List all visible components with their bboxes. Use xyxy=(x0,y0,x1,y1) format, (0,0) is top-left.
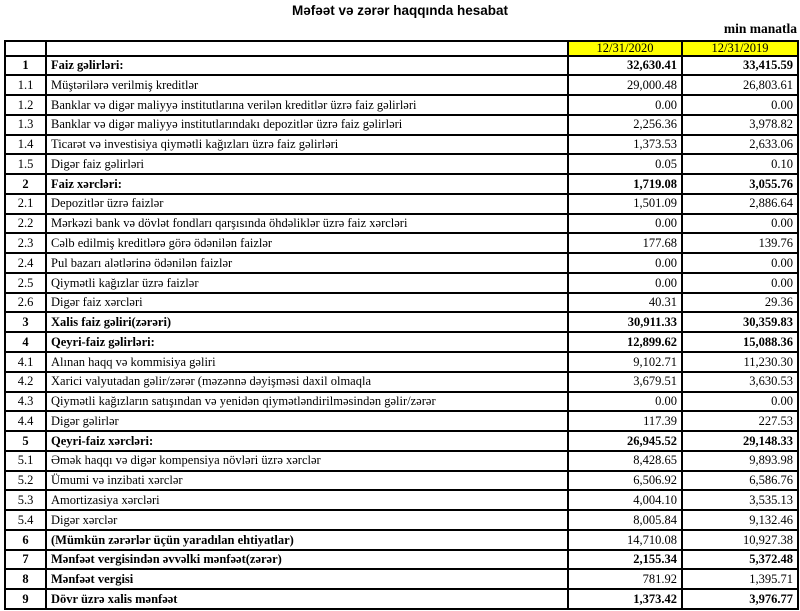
value-2019-cell: 26,803.61 xyxy=(682,75,798,95)
table-row xyxy=(5,154,798,174)
value-2019-cell: 0.10 xyxy=(682,154,798,174)
row-number-cell: 4.1 xyxy=(5,352,46,372)
row-number-cell: 5.1 xyxy=(5,451,46,471)
value-2019-cell: 6,586.76 xyxy=(682,471,798,491)
value-2020-cell: 1,373.42 xyxy=(568,589,682,609)
value-2019-cell: 0.00 xyxy=(682,392,798,412)
value-2019-cell: 3,630.53 xyxy=(682,372,798,392)
value-2019-cell: 10,927.38 xyxy=(682,530,798,550)
value-2019-cell: 30,359.83 xyxy=(682,312,798,332)
table-row xyxy=(5,115,798,135)
value-2020-cell: 2,256.36 xyxy=(568,115,682,135)
row-number-cell: 4.4 xyxy=(5,411,46,431)
row-label-cell: Cəlb edilmiş kreditlərə görə ödənilən faizlər xyxy=(46,233,568,253)
row-number-cell: 2.2 xyxy=(5,214,46,234)
table-row xyxy=(5,451,798,471)
row-label-cell: Qeyri-faiz gəlirləri: xyxy=(46,332,568,352)
value-2019-cell: 11,230.30 xyxy=(682,352,798,372)
row-number-cell: 2.5 xyxy=(5,273,46,293)
row-label-cell: Faiz gəlirləri: xyxy=(46,56,568,76)
row-label-cell: Digər faiz gəlirləri xyxy=(46,154,568,174)
value-2019-cell: 9,132.46 xyxy=(682,510,798,530)
value-2019-cell: 29,148.33 xyxy=(682,431,798,451)
row-label-cell: Ümumi və inzibati xərclər xyxy=(46,471,568,491)
row-label-cell: Mərkəzi bank və dövlət fondları qarşısında öhdəliklər üzrə faiz xərcləri xyxy=(46,214,568,234)
table-row xyxy=(5,569,798,589)
row-number-cell: 1.1 xyxy=(5,75,46,95)
value-2020-cell: 2,155.34 xyxy=(568,550,682,570)
value-2019-cell: 5,372.48 xyxy=(682,550,798,570)
table-row xyxy=(5,352,798,372)
row-number-cell: 4.2 xyxy=(5,372,46,392)
value-2020-cell: 1,501.09 xyxy=(568,194,682,214)
table-row xyxy=(5,471,798,491)
value-2020-cell: 1,719.08 xyxy=(568,174,682,194)
row-number-cell: 1.4 xyxy=(5,135,46,155)
unit-note: min manatla xyxy=(723,21,797,36)
page-title: Məfəət və zərər haqqında hesabat xyxy=(291,3,509,18)
table-row xyxy=(5,233,798,253)
value-2020-cell: 177.68 xyxy=(568,233,682,253)
value-2020-cell: 0.00 xyxy=(568,95,682,115)
value-2020-cell: 117.39 xyxy=(568,411,682,431)
value-2020-cell: 1,373.53 xyxy=(568,135,682,155)
row-label-cell: Mənfəət vergisindən əvvəlki mənfəət(zərər) xyxy=(46,550,568,570)
value-2020-cell: 3,679.51 xyxy=(568,372,682,392)
table-row xyxy=(5,56,798,76)
row-label-cell: Əmək haqqı və digər kompensiya növləri üzrə xərclər xyxy=(46,451,568,471)
row-label-cell: Müştərilərə verilmiş kreditlər xyxy=(46,75,568,95)
value-2020-cell: 29,000.48 xyxy=(568,75,682,95)
row-number-cell: 2.1 xyxy=(5,194,46,214)
header-date-2019: 12/31/2019 xyxy=(682,41,798,56)
row-label-cell: Qiymətli kağızlar üzrə faizlər xyxy=(46,273,568,293)
table-row xyxy=(5,490,798,510)
value-2019-cell: 0.00 xyxy=(682,95,798,115)
table-row xyxy=(5,312,798,332)
value-2020-cell: 0.00 xyxy=(568,253,682,273)
value-2019-cell: 3,055.76 xyxy=(682,174,798,194)
value-2020-cell: 8,428.65 xyxy=(568,451,682,471)
table-row xyxy=(5,95,798,115)
table-row xyxy=(5,75,798,95)
value-2020-cell: 12,899.62 xyxy=(568,332,682,352)
row-label-cell: Digər gəlirlər xyxy=(46,411,568,431)
value-2020-cell: 4,004.10 xyxy=(568,490,682,510)
row-label-cell: Dövr üzrə xalis mənfəət xyxy=(46,589,568,609)
row-number-cell: 1.3 xyxy=(5,115,46,135)
value-2020-cell: 14,710.08 xyxy=(568,530,682,550)
table-row xyxy=(5,372,798,392)
row-number-cell: 9 xyxy=(5,589,46,609)
row-number-cell: 2.4 xyxy=(5,253,46,273)
row-number-cell: 1.5 xyxy=(5,154,46,174)
value-2020-cell: 8,005.84 xyxy=(568,510,682,530)
row-label-cell: Banklar və digər maliyyə institutlarındakı depozitlər üzrə faiz gəlirləri xyxy=(46,115,568,135)
value-2020-cell: 0.05 xyxy=(568,154,682,174)
row-label-cell: Pul bazarı alətlərinə ödənilən faizlər xyxy=(46,253,568,273)
table-header-row xyxy=(5,41,798,56)
row-number-cell: 8 xyxy=(5,569,46,589)
value-2019-cell: 0.00 xyxy=(682,273,798,293)
value-2019-cell: 227.53 xyxy=(682,411,798,431)
value-2020-cell: 0.00 xyxy=(568,392,682,412)
row-number-cell: 4.3 xyxy=(5,392,46,412)
row-label-cell: Faiz xərcləri: xyxy=(46,174,568,194)
value-2020-cell: 0.00 xyxy=(568,273,682,293)
row-number-cell: 5.4 xyxy=(5,510,46,530)
row-label-cell: Alınan haqq və kommisiya gəliri xyxy=(46,352,568,372)
value-2020-cell: 40.31 xyxy=(568,293,682,313)
header-blank-number-cell xyxy=(5,41,46,56)
profit-loss-table xyxy=(4,40,799,610)
value-2019-cell: 3,535.13 xyxy=(682,490,798,510)
row-label-cell: Depozitlər üzrə faizlər xyxy=(46,194,568,214)
table-row xyxy=(5,253,798,273)
row-number-cell: 5.3 xyxy=(5,490,46,510)
row-number-cell: 4 xyxy=(5,332,46,352)
row-label-cell: Ticarət və investisiya qiymətli kağızları üzrə faiz gəlirləri xyxy=(46,135,568,155)
value-2019-cell: 9,893.98 xyxy=(682,451,798,471)
value-2019-cell: 0.00 xyxy=(682,214,798,234)
row-number-cell: 2 xyxy=(5,174,46,194)
row-number-cell: 7 xyxy=(5,550,46,570)
value-2019-cell: 29.36 xyxy=(682,293,798,313)
row-number-cell: 6 xyxy=(5,530,46,550)
row-number-cell: 3 xyxy=(5,312,46,332)
value-2019-cell: 15,088.36 xyxy=(682,332,798,352)
header-date-2020: 12/31/2020 xyxy=(568,41,682,56)
value-2020-cell: 32,630.41 xyxy=(568,56,682,76)
value-2020-cell: 781.92 xyxy=(568,569,682,589)
table-row xyxy=(5,194,798,214)
value-2020-cell: 9,102.71 xyxy=(568,352,682,372)
table-row xyxy=(5,214,798,234)
table-row xyxy=(5,135,798,155)
value-2020-cell: 30,911.33 xyxy=(568,312,682,332)
row-label-cell: Mənfəət vergisi xyxy=(46,569,568,589)
value-2019-cell: 2,633.06 xyxy=(682,135,798,155)
row-number-cell: 2.3 xyxy=(5,233,46,253)
value-2020-cell: 6,506.92 xyxy=(568,471,682,491)
table-row xyxy=(5,530,798,550)
table-row xyxy=(5,392,798,412)
row-label-cell: Qeyri-faiz xərcləri: xyxy=(46,431,568,451)
value-2019-cell: 2,886.64 xyxy=(682,194,798,214)
row-label-cell: Xalis faiz gəliri(zərəri) xyxy=(46,312,568,332)
table-row xyxy=(5,273,798,293)
table-row xyxy=(5,589,798,609)
header-blank-label-cell xyxy=(46,41,568,56)
row-label-cell: Amortizasiya xərcləri xyxy=(46,490,568,510)
table-row xyxy=(5,550,798,570)
table-row xyxy=(5,174,798,194)
row-label-cell: Digər faiz xərcləri xyxy=(46,293,568,313)
value-2019-cell: 33,415.59 xyxy=(682,56,798,76)
row-label-cell: (Mümkün zərərlər üçün yaradılan ehtiyatlar) xyxy=(46,530,568,550)
row-number-cell: 2.6 xyxy=(5,293,46,313)
row-number-cell: 5 xyxy=(5,431,46,451)
row-label-cell: Digər xərclər xyxy=(46,510,568,530)
table-row xyxy=(5,293,798,313)
row-number-cell: 1 xyxy=(5,56,46,76)
row-label-cell: Banklar və digər maliyyə institutlarına verilən kreditlər üzrə faiz gəlirləri xyxy=(46,95,568,115)
value-2019-cell: 0.00 xyxy=(682,253,798,273)
table-row xyxy=(5,431,798,451)
value-2019-cell: 139.76 xyxy=(682,233,798,253)
row-label-cell: Qiymətli kağızların satışından və yenidən qiymətləndirilməsindən gəlir/zərər xyxy=(46,392,568,412)
table-row xyxy=(5,510,798,530)
row-number-cell: 1.2 xyxy=(5,95,46,115)
row-label-cell: Xarici valyutadan gəlir/zərər (məzənnə dəyişməsi daxil olmaqla xyxy=(46,372,568,392)
table-row xyxy=(5,411,798,431)
value-2019-cell: 3,976.77 xyxy=(682,589,798,609)
value-2019-cell: 1,395.71 xyxy=(682,569,798,589)
table-row xyxy=(5,332,798,352)
value-2020-cell: 0.00 xyxy=(568,214,682,234)
row-number-cell: 5.2 xyxy=(5,471,46,491)
value-2020-cell: 26,945.52 xyxy=(568,431,682,451)
value-2019-cell: 3,978.82 xyxy=(682,115,798,135)
